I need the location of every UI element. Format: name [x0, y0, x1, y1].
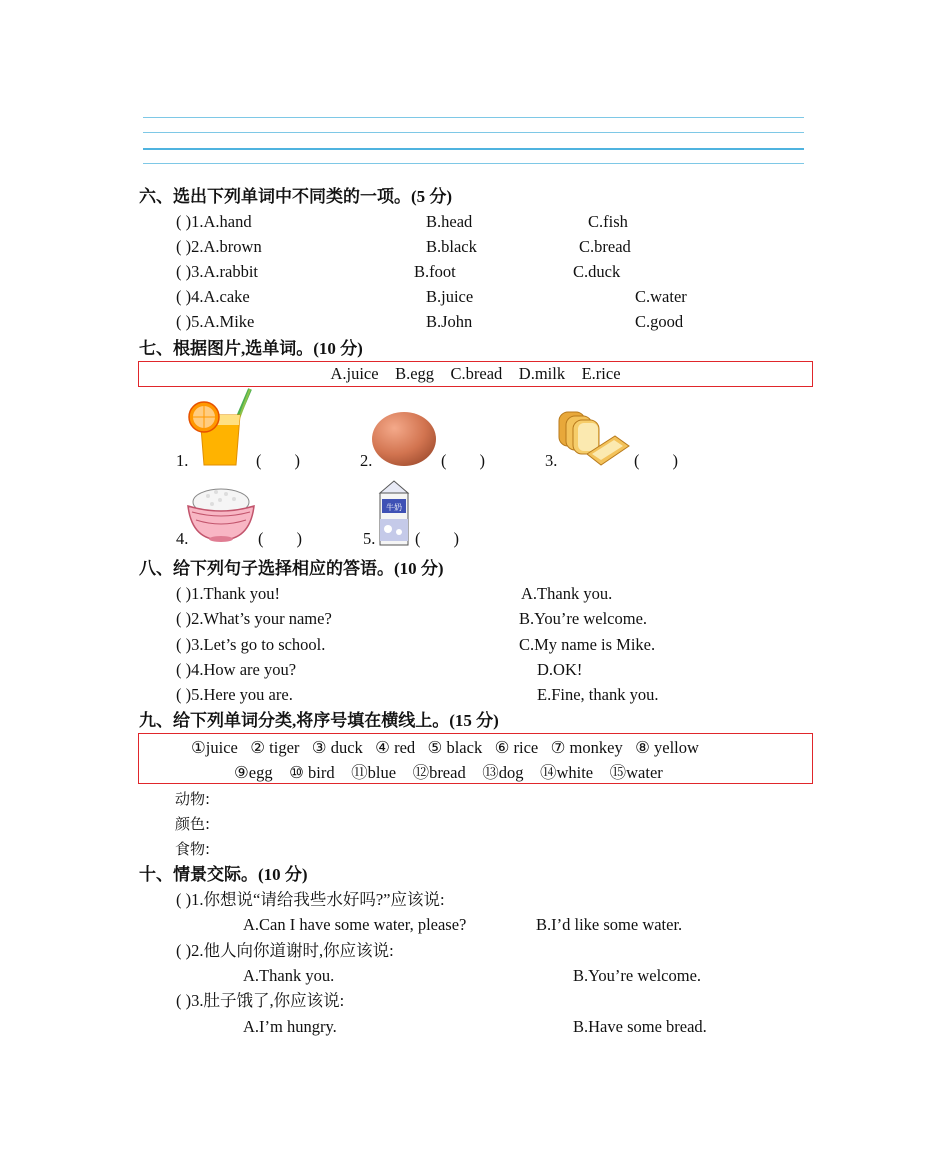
word-11-num: ⑪	[351, 763, 368, 782]
word-1: juice	[205, 738, 238, 757]
word-8: yellow	[649, 738, 699, 757]
pic1-number: 1.	[176, 451, 189, 470]
word-12: bread	[429, 763, 466, 782]
category-colors[interactable]: 颜色:	[175, 815, 211, 833]
s6-q3-c: C.duck	[573, 262, 621, 281]
section-6-title: 六、选出下列单词中不同类的一项。(5 分)	[139, 187, 453, 206]
word-15: water	[626, 763, 663, 782]
s6-q5-b: B.John	[426, 312, 473, 331]
word-2-num: ②	[250, 738, 266, 757]
s10-q1-a: A.Can I have some water, please?	[243, 915, 467, 934]
s6-q2-c: C.bread	[579, 237, 631, 256]
word-7: monkey	[565, 738, 623, 757]
s8-q2: ( )2.What’s your name?	[176, 609, 332, 628]
word-14-num: ⑭	[539, 763, 557, 782]
s6-q4-b: B.juice	[426, 287, 474, 306]
word-bank-options: A.juice B.egg C.bread D.milk E.rice	[330, 364, 621, 383]
word-3-num: ③	[311, 738, 327, 757]
word-6: rice	[509, 738, 539, 757]
s6-q5-c: C.good	[635, 312, 684, 331]
s10-q3-a: A.I’m hungry.	[243, 1017, 337, 1036]
pic4-blank[interactable]: ( )	[258, 529, 302, 548]
s10-q1: ( )1.你想说“请给我些水好吗?”应该说:	[176, 890, 445, 909]
bread-image	[557, 408, 631, 468]
word-3: duck	[326, 738, 363, 757]
word-13-num: ⑬	[482, 763, 499, 782]
header-rule-4	[143, 163, 804, 164]
s8-q3: ( )3.Let’s go to school.	[176, 635, 326, 654]
category-animals[interactable]: 动物:	[175, 790, 211, 808]
s6-q3-b: B.foot	[414, 262, 456, 281]
s6-q4-c: C.water	[635, 287, 687, 306]
s6-q3: ( )3.A.rabbit	[176, 262, 259, 281]
word-2: tiger	[265, 738, 300, 757]
s10-q2-a: A.Thank you.	[243, 966, 335, 985]
word-10: bird	[303, 763, 335, 782]
s6-q1-c: C.fish	[588, 212, 628, 231]
s8-q5: ( )5.Here you are.	[176, 685, 293, 704]
milk-label: 牛奶	[386, 503, 402, 512]
word-6-num: ⑥	[494, 738, 510, 757]
juice-image	[186, 385, 254, 467]
s6-q5: ( )5.A.Mike	[176, 312, 255, 331]
word-5-num: ⑤	[427, 738, 443, 757]
s6-q1: ( )1.A.hand	[176, 212, 252, 231]
header-rule-2	[143, 132, 804, 133]
section-8-title: 八、给下列句子选择相应的答语。(10 分)	[139, 559, 444, 578]
s8-q4: ( )4.How are you?	[176, 660, 297, 679]
s6-q2-b: B.black	[426, 237, 477, 256]
s8-a2: B.You’re welcome.	[519, 609, 648, 628]
word-12-num: ⑫	[412, 763, 430, 782]
word-7-num: ⑦	[550, 738, 566, 757]
rice-image	[186, 482, 256, 544]
word-15-num: ⑮	[609, 763, 627, 782]
header-rule-1	[143, 117, 804, 118]
word-9-num: ⑨	[234, 763, 249, 782]
word-14: white	[556, 763, 594, 782]
pic3-blank[interactable]: ( )	[634, 451, 678, 470]
pic1-blank[interactable]: ( )	[256, 451, 300, 470]
s8-a4: D.OK!	[537, 660, 583, 679]
word-4-num: ④	[375, 738, 390, 757]
pic4-number: 4.	[176, 529, 189, 548]
pic2-number: 2.	[360, 451, 373, 470]
word-8-num: ⑧	[635, 738, 650, 757]
s6-q1-b: B.head	[426, 212, 473, 231]
s6-q2: ( )2.A.brown	[176, 237, 262, 256]
pic2-blank[interactable]: ( )	[441, 451, 485, 470]
word-1-num: ①	[191, 738, 206, 757]
milk-carton-image	[374, 479, 414, 547]
section-7-title: 七、根据图片,选单词。(10 分)	[139, 339, 363, 358]
header-rule-3	[143, 148, 804, 150]
s8-a5: E.Fine, thank you.	[537, 685, 659, 704]
s10-q3: ( )3.肚子饿了,你应该说:	[176, 991, 345, 1010]
section-9-title: 九、给下列单词分类,将序号填在横线上。(15 分)	[139, 711, 499, 730]
pic5-number: 5.	[363, 529, 376, 548]
word-5: black	[442, 738, 483, 757]
s8-q1: ( )1.Thank you!	[176, 584, 281, 603]
egg-image	[370, 410, 438, 468]
section-10-title: 十、情景交际。(10 分)	[139, 865, 308, 884]
word-13: dog	[498, 763, 524, 782]
word-11: blue	[367, 763, 397, 782]
s10-q1-b: B.I’d like some water.	[536, 915, 683, 934]
word-9: egg	[248, 763, 273, 782]
word-list-row-1	[191, 738, 699, 758]
s8-a1: A.Thank you.	[521, 584, 613, 603]
word-list-row-2	[234, 763, 663, 783]
s10-q2-b: B.You’re welcome.	[573, 966, 702, 985]
s8-a3: C.My name is Mike.	[519, 635, 656, 654]
pic3-number: 3.	[545, 451, 558, 470]
word-10-num: ⑩	[289, 763, 304, 782]
s6-q4: ( )4.A.cake	[176, 287, 250, 306]
word-4: red	[389, 738, 416, 757]
category-food[interactable]: 食物:	[175, 840, 211, 858]
s10-q2: ( )2.他人向你道谢时,你应该说:	[176, 941, 394, 960]
s10-q3-b: B.Have some bread.	[573, 1017, 707, 1036]
pic5-blank[interactable]: ( )	[415, 529, 459, 548]
